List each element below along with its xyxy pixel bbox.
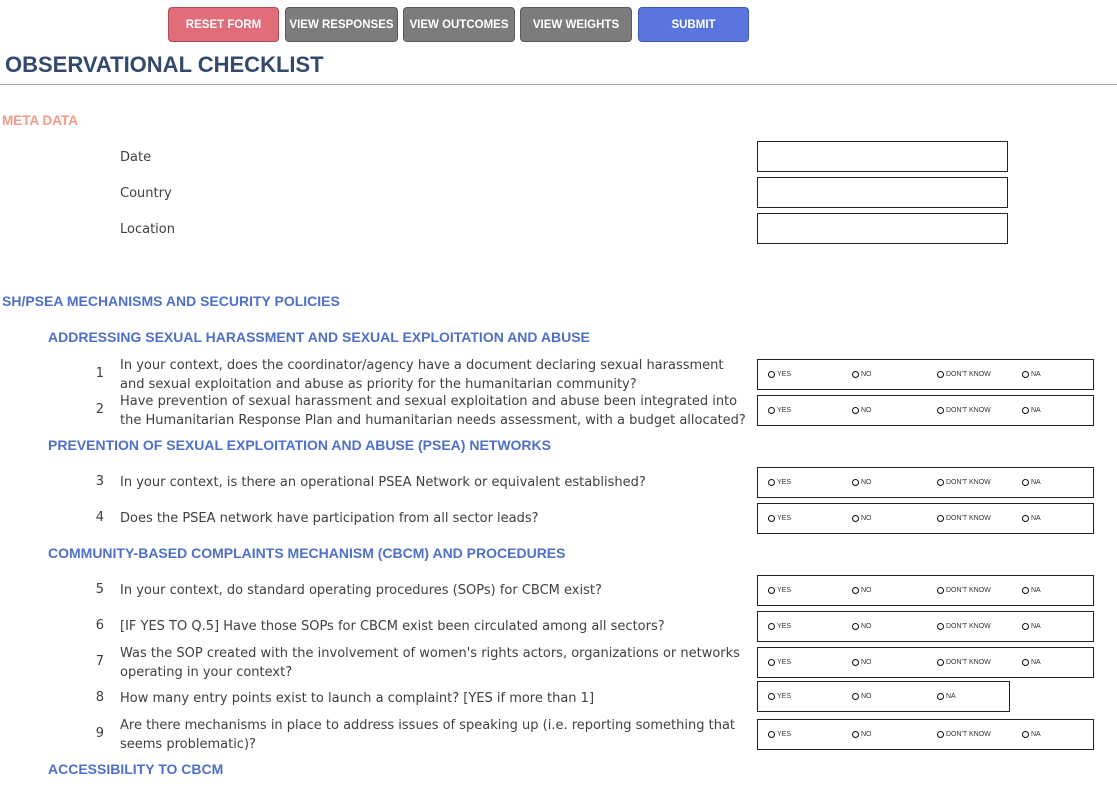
option-label: NA [1031,515,1041,522]
response-group [757,503,1094,534]
option-na[interactable] [1022,371,1041,378]
option-label: NA [1031,659,1041,666]
radio-icon[interactable] [1022,731,1029,738]
radio-icon[interactable] [768,693,775,700]
option-label: NA [1031,731,1041,738]
option-label: DON'T KNOW [946,479,991,486]
question-number: 1 [95,366,104,381]
option-na[interactable] [1022,587,1041,594]
option-label: NA [946,693,956,700]
meta-data-heading: META DATA [2,113,78,128]
submit-button[interactable]: SUBMIT [638,7,749,42]
option-label: YES [777,515,792,522]
question-number: 4 [95,510,104,525]
reset-form-button[interactable]: RESET FORM [168,7,279,42]
option-yes[interactable] [768,407,791,414]
view-responses-button[interactable]: VIEW RESPONSES [285,7,398,42]
response-group [757,575,1094,606]
question-number: 5 [95,582,104,597]
option-na[interactable] [1022,515,1041,522]
option-label: DON'T KNOW [946,659,991,666]
radio-icon[interactable] [937,693,944,700]
section-heading: SH/PSEA MECHANISMS AND SECURITY POLICIES [2,293,340,309]
radio-icon[interactable] [852,407,859,414]
option-dont-know[interactable] [937,371,991,378]
option-label: YES [777,693,792,700]
country-field[interactable] [757,177,1008,208]
option-label: DON'T KNOW [946,731,991,738]
radio-icon[interactable] [1022,623,1029,630]
option-no[interactable] [852,479,872,486]
subsection-heading-sh-sea: ADDRESSING SEXUAL HARASSMENT AND SEXUAL EXPLOITATION AND ABUSE [48,329,590,345]
subsection-heading-accessibility: ACCESSIBILITY TO CBCM [48,761,224,777]
radio-icon[interactable] [937,623,944,630]
option-label: NO [861,693,872,700]
option-label: NO [861,587,872,594]
radio-icon[interactable] [937,479,944,486]
radio-icon[interactable] [852,731,859,738]
question-number: 2 [95,402,104,417]
radio-icon[interactable] [1022,515,1029,522]
question-text: In your context, do standard operating procedures (SOPs) for CBCM exist? [120,583,602,598]
option-label: NA [1031,587,1041,594]
question-text: In your context, does the coordinator/agency have a document declaring sexual harassment and sexual exploitation and abuse as priority for the humanitarian community? [120,358,724,392]
radio-icon[interactable] [852,693,859,700]
option-na[interactable] [1022,659,1041,666]
radio-icon[interactable] [852,659,859,666]
question-text: [IF YES TO Q.5] Have those SOPs for CBCM exist been circulated among all sectors? [120,619,665,634]
response-group [757,395,1094,426]
question-text: How many entry points exist to launch a complaint? [YES if more than 1] [120,691,595,706]
option-yes[interactable] [768,371,791,378]
option-na[interactable] [1022,731,1041,738]
option-no[interactable] [852,515,872,522]
option-yes[interactable] [768,587,791,594]
subsection-heading-cbcm: COMMUNITY-BASED COMPLAINTS MECHANISM (CBCM) AND PROCEDURES [48,545,566,561]
option-no[interactable] [852,587,872,594]
country-label: Country [120,186,172,201]
option-na[interactable] [937,693,956,700]
radio-icon[interactable] [937,731,944,738]
option-label: YES [777,371,792,378]
question-text: Have prevention of sexual harassment and sexual exploitation and abuse been integrated into the Humanitarian Response Plan and humanitarian needs assessment, with a budget allocated? [120,394,746,428]
question-text: Does the PSEA network have participation from all sector leads? [120,511,539,526]
option-dont-know[interactable] [937,731,991,738]
option-label: YES [777,407,792,414]
option-yes[interactable] [768,731,791,738]
option-na[interactable] [1022,407,1041,414]
view-outcomes-button[interactable]: VIEW OUTCOMES [403,7,515,42]
response-group [757,359,1094,390]
option-label: YES [777,479,792,486]
radio-icon[interactable] [1022,407,1029,414]
option-label: DON'T KNOW [946,371,991,378]
option-label: NA [1031,371,1041,378]
radio-icon[interactable] [937,515,944,522]
title-divider [0,84,1117,85]
option-label: NO [861,659,872,666]
location-field[interactable] [757,213,1008,244]
radio-icon[interactable] [768,479,775,486]
option-dont-know[interactable] [937,515,991,522]
radio-icon[interactable] [1022,659,1029,666]
location-label: Location [120,222,175,237]
option-label: NO [861,731,872,738]
option-label: NA [1031,623,1041,630]
radio-icon[interactable] [768,515,775,522]
radio-icon[interactable] [937,407,944,414]
radio-icon[interactable] [852,515,859,522]
radio-icon[interactable] [768,731,775,738]
radio-icon[interactable] [852,371,859,378]
option-label: NA [1031,407,1041,414]
response-group [757,719,1094,750]
radio-icon[interactable] [937,371,944,378]
option-label: YES [777,623,792,630]
response-group [757,611,1094,642]
option-label: NO [861,479,872,486]
option-label: DON'T KNOW [946,587,991,594]
response-group [757,467,1094,498]
option-na[interactable] [1022,479,1041,486]
radio-icon[interactable] [1022,371,1029,378]
option-label: YES [777,659,792,666]
option-label: NO [861,407,872,414]
page-title: OBSERVATIONAL CHECKLIST [5,52,324,77]
question-text: Was the SOP created with the involvement of women's rights actors, organizations or networks operating in your context? [120,646,740,680]
option-na[interactable] [1022,623,1041,630]
option-yes[interactable] [768,479,791,486]
question-number: 9 [95,726,104,741]
question-number: 6 [95,618,104,633]
question-text: In your context, is there an operational PSEA Network or equivalent established? [120,475,646,490]
option-no[interactable] [852,659,872,666]
option-label: YES [777,587,792,594]
date-field[interactable] [757,141,1008,172]
radio-icon[interactable] [852,623,859,630]
radio-icon[interactable] [852,479,859,486]
option-label: NO [861,623,872,630]
radio-icon[interactable] [1022,479,1029,486]
subsection-heading-psea-networks: PREVENTION OF SEXUAL EXPLOITATION AND ABUSE (PSEA) NETWORKS [48,437,551,453]
question-number: 7 [95,654,104,669]
option-label: NA [1031,479,1041,486]
option-yes[interactable] [768,623,791,630]
view-weights-button[interactable]: VIEW WEIGHTS [520,7,632,42]
option-label: DON'T KNOW [946,407,991,414]
option-label: NO [861,371,872,378]
question-number: 3 [95,474,104,489]
response-group [757,647,1094,678]
option-no[interactable] [852,731,872,738]
option-label: YES [777,731,792,738]
option-yes[interactable] [768,659,791,666]
radio-icon[interactable] [768,371,775,378]
option-dont-know[interactable] [937,659,991,666]
radio-icon[interactable] [768,623,775,630]
radio-icon[interactable] [768,659,775,666]
option-no[interactable] [852,693,872,700]
option-no[interactable] [852,371,872,378]
question-number: 8 [95,690,104,705]
option-dont-know[interactable] [937,623,991,630]
option-dont-know[interactable] [937,587,991,594]
radio-icon[interactable] [1022,587,1029,594]
option-no[interactable] [852,407,872,414]
radio-icon[interactable] [937,587,944,594]
option-dont-know[interactable] [937,407,991,414]
option-no[interactable] [852,623,872,630]
option-yes[interactable] [768,515,791,522]
radio-icon[interactable] [852,587,859,594]
option-yes[interactable] [768,693,791,700]
question-text: Are there mechanisms in place to address issues of speaking up (i.e. reporting something that seems problematic)? [120,718,736,752]
option-dont-know[interactable] [937,479,991,486]
option-label: DON'T KNOW [946,623,991,630]
radio-icon[interactable] [937,659,944,666]
radio-icon[interactable] [768,587,775,594]
radio-icon[interactable] [768,407,775,414]
option-label: NO [861,515,872,522]
option-label: DON'T KNOW [946,515,991,522]
response-group [757,681,1010,712]
date-label: Date [120,150,152,165]
